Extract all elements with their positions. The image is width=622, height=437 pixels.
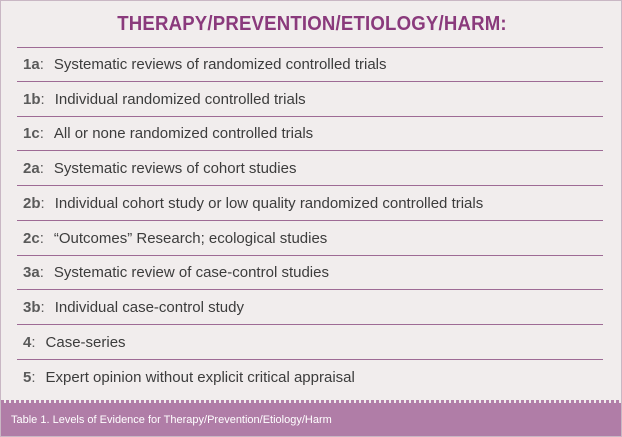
- caption-bar: [1, 403, 621, 436]
- level-label: 1a: [23, 55, 40, 73]
- table-row: [23, 116, 603, 150]
- level-description: Case-series: [45, 333, 126, 351]
- level-label: 2b: [23, 194, 41, 212]
- level-colon: :: [39, 159, 44, 177]
- level-description: All or none randomized controlled trials: [53, 124, 314, 142]
- level-label: 3a: [23, 263, 40, 281]
- level-colon: :: [31, 333, 36, 351]
- level-colon: :: [40, 298, 45, 316]
- table-row: [23, 255, 603, 289]
- table-row: [23, 82, 603, 116]
- level-description: Expert opinion without explicit critical appraisal: [45, 368, 355, 386]
- table-row: [23, 325, 603, 359]
- table-row: [23, 186, 603, 220]
- level-label: 1b: [23, 90, 41, 108]
- table-caption: Table 1. Levels of Evidence for Therapy/Prevention/Etiology/Harm: [11, 413, 332, 426]
- level-label: 5: [23, 368, 32, 386]
- table-title: THERAPY/PREVENTION/ETIOLOGY/HARM:: [117, 13, 507, 35]
- level-description: Systematic reviews of randomized controlled trials: [53, 55, 387, 73]
- level-colon: :: [39, 55, 44, 73]
- table-row: [23, 221, 603, 255]
- level-label: 3b: [23, 298, 41, 316]
- level-colon: :: [39, 263, 44, 281]
- level-description: “Outcomes” Research; ecological studies: [53, 229, 328, 247]
- level-description: Individual case-control study: [54, 298, 244, 316]
- table-row: [23, 47, 603, 81]
- level-colon: :: [31, 368, 36, 386]
- table-row: [23, 290, 603, 324]
- level-label: 1c: [23, 124, 40, 142]
- level-colon: :: [40, 194, 45, 212]
- level-description: Individual randomized controlled trials: [54, 90, 306, 108]
- level-colon: :: [40, 90, 45, 108]
- table-row: [23, 151, 603, 185]
- level-label: 2c: [23, 229, 40, 247]
- level-label: 4: [23, 333, 32, 351]
- level-label: 2a: [23, 159, 40, 177]
- level-colon: :: [39, 229, 44, 247]
- level-description: Systematic review of case-control studies: [53, 263, 329, 281]
- level-description: Individual cohort study or low quality randomized controlled trials: [54, 194, 484, 212]
- table-row: [23, 360, 603, 394]
- level-description: Systematic reviews of cohort studies: [53, 159, 297, 177]
- level-colon: :: [39, 124, 44, 142]
